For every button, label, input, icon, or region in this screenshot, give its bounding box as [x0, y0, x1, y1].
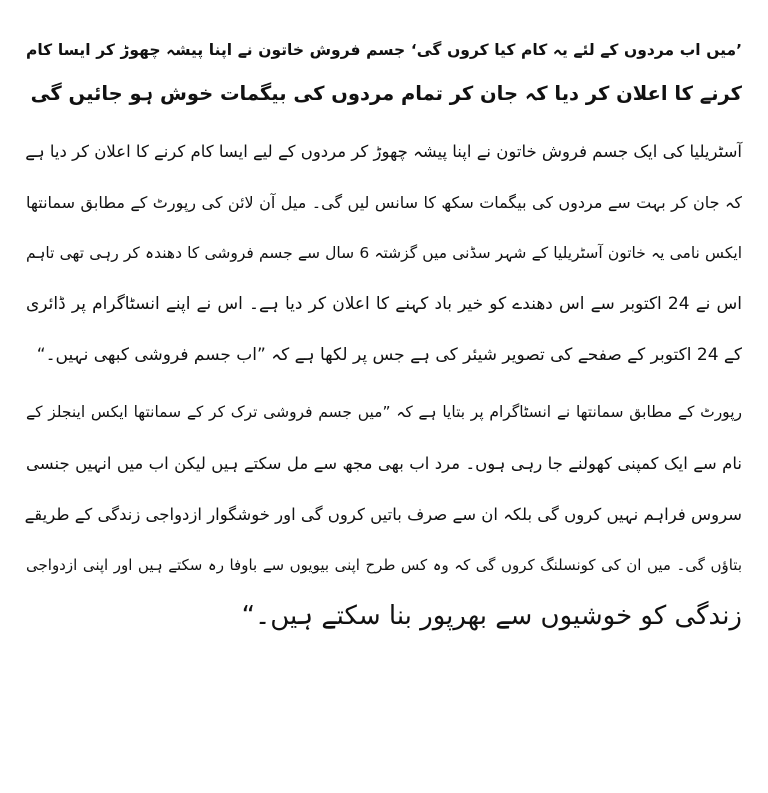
paragraph-line: بتاؤں گی۔ میں ان کی کونسلنگ کروں گی کہ وہ کس طرح اپنی بیویوں سے باوفا رہ سکتے ہیں اور اپنی ازدواجی — [26, 556, 742, 574]
paragraph-line: کے 24 اکتوبر کے صفحے کی تصویر شیئر کی ہے جس پر لکھا ہے کہ ”اب جسم فروشی کبھی نہیں۔“ — [36, 345, 742, 365]
paragraph-line: ایکس نامی یہ خاتون آسٹریلیا کے شہر سڈنی میں گزشتہ 6 سال سے جسم فروشی کا دھندہ کر رہی تھی تاہم — [26, 244, 742, 262]
paragraph-line: کہ جان کر بہت سے مردوں کی بیگمات سکھ کا سانس لیں گی۔ میل آن لائن کی رپورٹ کے مطابق سمانتھا — [26, 193, 742, 212]
paragraph-line: زندگی کو خوشیوں سے بھرپور بنا سکتے ہیں۔“ — [241, 601, 742, 631]
paragraph-line: سروس فراہم نہیں کروں گی بلکہ ان سے صرف باتیں کروں گی اور خوشگوار ازدواجی زندگی کے طریقے — [24, 505, 742, 524]
paragraph-line: نام سے ایک کمپنی کھولنے جا رہی ہوں۔ مرد اب بھی مجھ سے مل سکتے ہیں لیکن اب میں انہیں جنسی — [26, 454, 742, 473]
article-paragraph-1 — [26, 126, 742, 381]
article-paragraph-2 — [26, 387, 742, 642]
paragraph-line: اس نے 24 اکتوبر سے اس دھندے کو خیر باد کہنے کا اعلان کر دیا ہے۔ اس نے اپنے انسٹاگرام پر ڈائری — [26, 294, 742, 314]
headline-line: ’میں اب مردوں کے لئے یہ کام کیا کروں گی‘ جسم فروش خاتون نے اپنا پیشہ چھوڑ کر ایسا کام — [26, 41, 742, 59]
paragraph-line: رپورٹ کے مطابق سمانتھا نے انسٹاگرام پر بتایا ہے کہ ”میں جسم فروشی ترک کر کے سمانتھا ایکس اینجلز کے — [26, 403, 742, 421]
article-headline — [26, 28, 742, 116]
headline-line: کرنے کا اعلان کر دیا کہ جان کر تمام مردوں کی بیگمات خوش ہو جائیں گی — [30, 82, 742, 105]
paragraph-line: آسٹریلیا کی ایک جسم فروش خاتون نے اپنا پیشہ چھوڑ کر مردوں کے لیے ایسا کام کرنے کا اعلان کر دیا ہے — [25, 142, 742, 161]
